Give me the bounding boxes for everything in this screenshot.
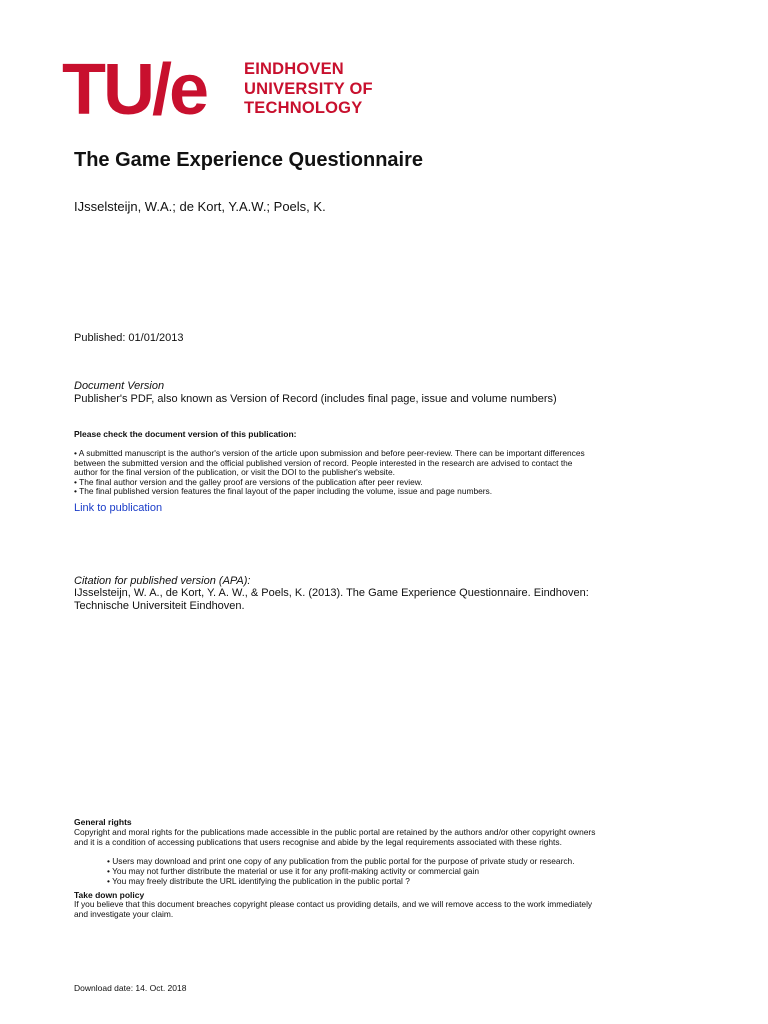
document-version-label: Document Version <box>74 380 165 392</box>
version-note-line: author for the final version of the publication, or visit the DOI to the publisher's website. <box>74 467 395 477</box>
general-rights-line: and it is a condition of accessing publications that users recognise and abide by the legal requirements associated with these rights. <box>74 836 562 847</box>
document-title: The Game Experience Questionnaire <box>74 149 424 171</box>
version-note-line: • The final author version and the galley proof are versions of the publication after peer review. <box>74 476 423 487</box>
published-date: Published: 01/01/2013 <box>74 332 184 344</box>
citation-line: IJsselsteijn, W. A., de Kort, Y. A. W., & Poels, K. (2013). The Game Experience Questionnaire. Eindhoven: <box>74 587 589 599</box>
logo-line-2: UNIVERSITY OF <box>244 79 373 98</box>
general-rights-item: • You may not further distribute the material or use it for any profit-making activity or commercial gain <box>107 866 480 876</box>
general-rights-item: • You may freely distribute the URL identifying the publication in the public portal ? <box>107 876 410 886</box>
citation-line: Technische Universiteit Eindhoven. <box>74 600 245 612</box>
version-note-line: between the submitted version and the official published version of record. People interested in the research are advised to contact the <box>74 457 573 468</box>
logo-line-1: EINDHOVEN <box>244 60 344 78</box>
authors: IJsselsteijn, W.A.; de Kort, Y.A.W.; Poels, K. <box>74 199 326 214</box>
tue-logo <box>62 50 392 130</box>
general-rights-item: • Users may download and print one copy of any publication from the public portal for the purpose of private study or research. <box>107 856 575 866</box>
take-down-line: If you believe that this document breaches copyright please contact us providing details, and we will remove access to the work immediately <box>74 899 593 909</box>
citation-text <box>74 587 714 613</box>
version-note-line: • A submitted manuscript is the author's version of the article upon submission and before peer-review. There can be important differences <box>74 448 585 458</box>
document-version-value: Publisher's PDF, also known as Version of Record (includes final page, issue and volume numbers) <box>74 393 557 405</box>
logo-wordmark <box>244 60 373 119</box>
version-notes <box>74 449 724 497</box>
take-down-heading: Take down policy <box>74 890 145 900</box>
general-rights-line: Copyright and moral rights for the publications made accessible in the public portal are retained by the authors and/or other copyright owners <box>74 827 596 837</box>
logo-line-3: TECHNOLOGY <box>244 99 363 117</box>
general-rights-heading: General rights <box>74 817 132 827</box>
link-to-publication[interactable]: Link to publication <box>74 502 163 514</box>
take-down-line: and investigate your claim. <box>74 908 174 919</box>
check-version-heading: Please check the document version of this publication: <box>74 429 297 439</box>
version-note-line: • The final published version features the final layout of the paper including the volume, issue and page numbers. <box>74 486 493 496</box>
take-down-text <box>74 900 592 919</box>
general-rights-list <box>107 856 575 886</box>
logo-mark: TU/e <box>62 50 207 130</box>
general-rights-text <box>74 828 734 847</box>
citation-label: Citation for published version (APA): <box>74 575 251 587</box>
download-date: Download date: 14. Oct. 2018 <box>74 983 187 993</box>
